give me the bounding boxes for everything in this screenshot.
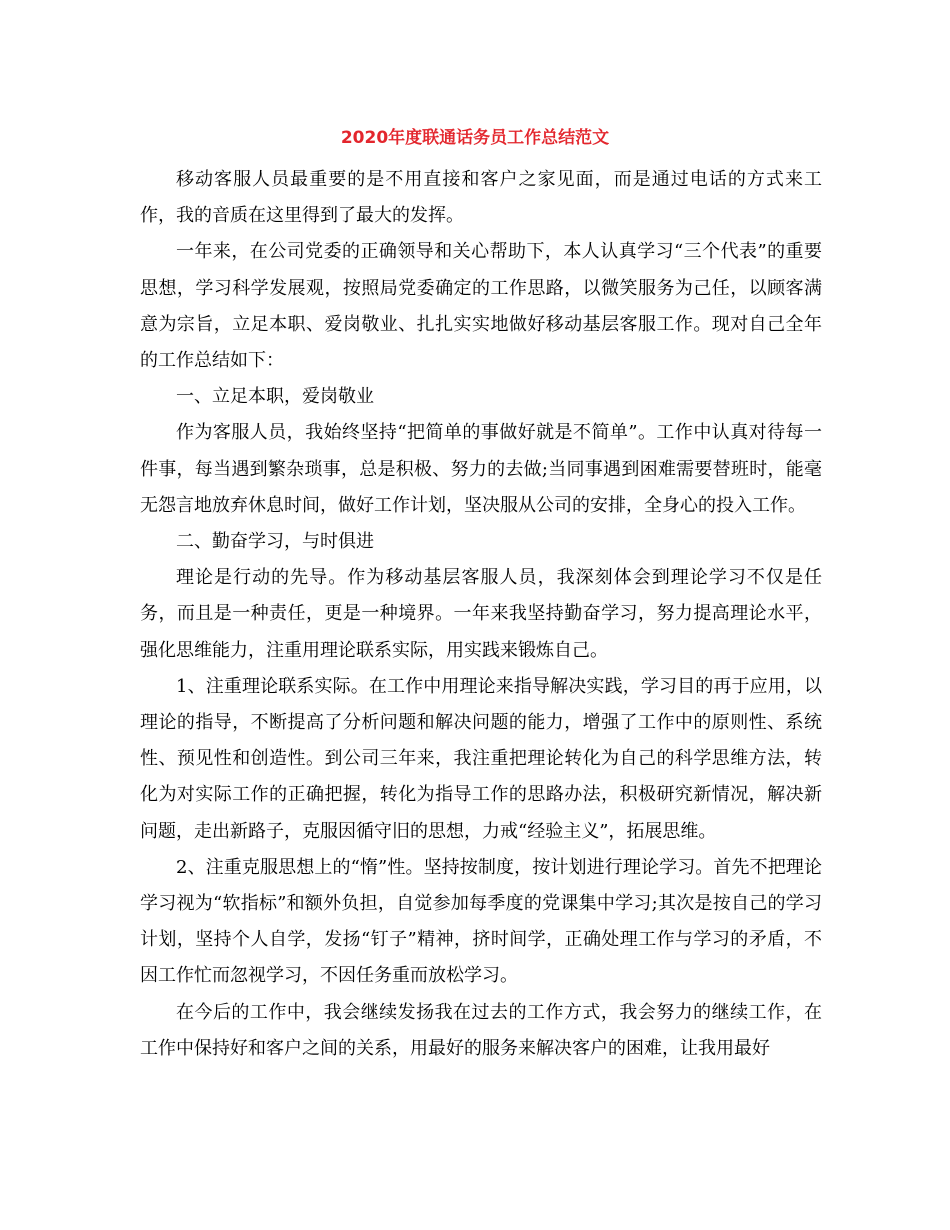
paragraph-overview: 一年来，在公司党委的正确领导和关心帮助下，本人认真学习“三个代表”的重要思想，学习科学发展观，按照局党委确定的工作思路，以微笑服务为己任，以顾客满意为宗旨，立足本职、爱岗敬业、扎扎实实地做好移动基层客服工作。现对自己全年的工作总结如下： xyxy=(140,241,822,372)
section-heading-2: 二、勤奋学习，与时俱进 xyxy=(176,531,374,553)
paragraph-item-1: 1、注重理论联系实际。在工作中用理论来指导解决实践，学习目的再于应用，以理论的指导，不断提高了分析问题和解决问题的能力，增强了工作中的原则性、系统性、预见性和创造性。到公司三年来，我注重把理论转化为自己的科学思维方法，转化为对实际工作的正确把握，转化为指导工作的思路办法，积极研究新情况，解决新问题，走出新路子，克服因循守旧的思想，力戒“经验主义”，拓展思维。 xyxy=(140,675,822,842)
paragraph-intro: 移动客服人员最重要的是不用直接和客户之家见面，而是通过电话的方式来工作，我的音质在这里得到了最大的发挥。 xyxy=(140,169,822,227)
paragraph-item-2: 2、注重克服思想上的“惰”性。坚持按制度，按计划进行理论学习。首先不把理论学习视为“软指标”和额外负担，自觉参加每季度的党课集中学习;其次是按自己的学习计划，坚持个人自学，发扬“钉子”精神，挤时间学，正确处理工作与学习的矛盾，不因工作忙而忽视学习，不因任务重而放松学习。 xyxy=(140,856,822,987)
paragraph-conclusion: 在今后的工作中，我会继续发扬我在过去的工作方式，我会努力的继续工作，在工作中保持好和客户之间的关系，用最好的服务来解决客户的困难，让我用最好 xyxy=(140,1001,822,1059)
document-title: 2020年度联通话务员工作总结范文 xyxy=(340,128,610,148)
paragraph-section-2: 理论是行动的先导。作为移动基层客服人员，我深刻体会到理论学习不仅是任务，而且是一种责任，更是一种境界。一年来我坚持勤奋学习，努力提高理论水平，强化思维能力，注重用理论联系实际，用实践来锻炼自己。 xyxy=(140,567,822,661)
document-body xyxy=(140,162,822,1067)
section-heading-1: 一、立足本职，爱岗敬业 xyxy=(176,386,374,408)
paragraph-section-1: 作为客服人员，我始终坚持“把简单的事做好就是不简单”。工作中认真对待每一件事，每当遇到繁杂琐事，总是积极、努力的去做;当同事遇到困难需要替班时，能毫无怨言地放弃休息时间，做好工作计划，坚决服从公司的安排，全身心的投入工作。 xyxy=(140,422,822,516)
